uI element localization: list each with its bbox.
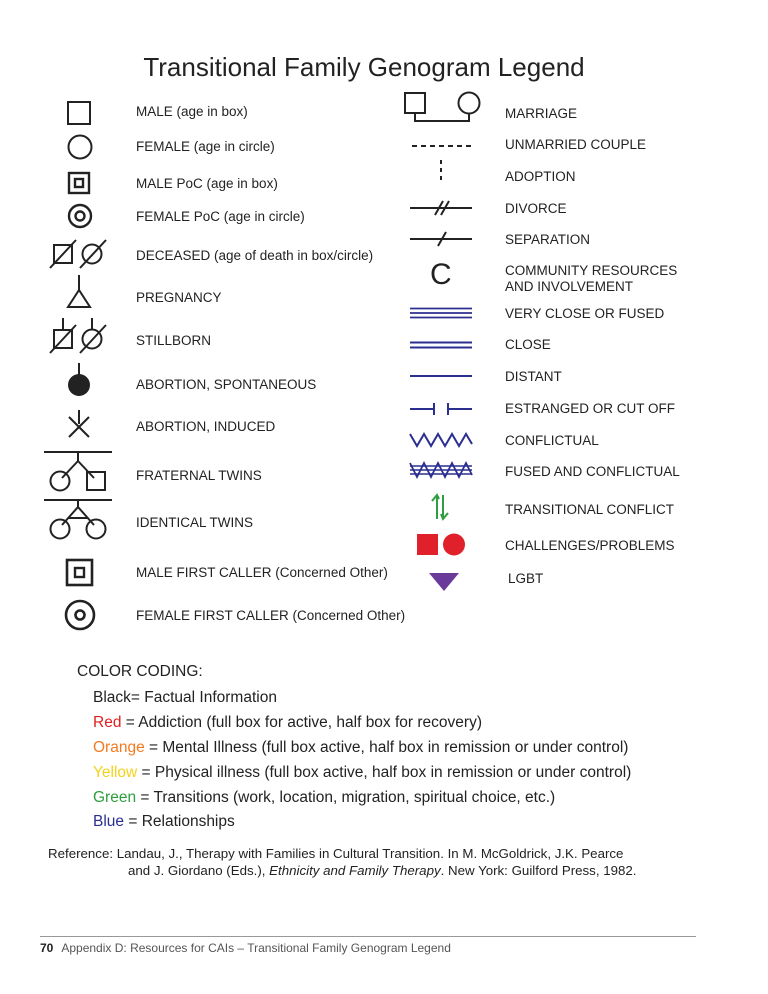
footer-text: Appendix D: Resources for CAIs – Transitional Family Genogram Legend	[61, 941, 451, 955]
transitional-conflict-icon	[428, 492, 454, 522]
color-word-green: Green	[93, 789, 137, 806]
color-word-blue: Blue	[93, 813, 125, 830]
color-word-red: Red	[93, 714, 122, 731]
color-coding-item	[93, 714, 482, 732]
unmarried-couple-icon	[410, 142, 474, 150]
stillborn-icon	[48, 316, 112, 356]
identical-twins-icon	[42, 497, 114, 541]
color-coding-text: = Transitions (work, location, migration, spiritual choice, etc.)	[136, 789, 556, 806]
female-poc-icon	[65, 202, 95, 232]
fraternal-twins-icon	[42, 449, 114, 493]
color-coding-text: = Addiction (full box for active, half box for recovery)	[121, 714, 482, 731]
legend-label: DISTANT	[505, 369, 562, 384]
color-coding-text: = Relationships	[124, 813, 235, 830]
community-resources-icon: C	[430, 258, 452, 291]
color-coding-item	[93, 789, 555, 807]
legend-label: CONFLICTUAL	[505, 433, 599, 448]
legend-label: PREGNANCY	[136, 290, 222, 305]
separation-icon	[408, 230, 474, 248]
male-first-caller-icon	[64, 557, 96, 589]
legend-label: LGBT	[508, 571, 544, 586]
legend-label: MARRIAGE	[505, 106, 578, 121]
very-close-icon	[408, 306, 474, 320]
adoption-icon	[436, 159, 446, 185]
reference-line-2	[48, 862, 748, 879]
legend-label: COMMUNITY RESOURCES AND INVOLVEMENT	[505, 263, 678, 294]
color-word-orange: Orange	[93, 739, 145, 756]
color-coding-text: = Physical illness (full box active, half box in remission or under control)	[137, 764, 632, 781]
footer-divider	[40, 936, 696, 937]
legend-label: MALE FIRST CALLER (Concerned Other)	[136, 565, 388, 580]
legend-label: FEMALE (age in circle)	[136, 139, 275, 154]
color-coding-text: Black= Factual Information	[93, 689, 277, 706]
female-first-caller-icon	[63, 598, 97, 632]
reference-line-2-post: . New York: Guilford Press, 1982.	[440, 863, 637, 878]
legend-label: ADOPTION	[505, 169, 576, 184]
reference-book-title: Ethnicity and Family Therapy	[269, 863, 441, 878]
legend-label: CHALLENGES/PROBLEMS	[505, 538, 675, 553]
legend-label: UNMARRIED COUPLE	[505, 137, 647, 152]
reference-line-1: Reference: Landau, J., Therapy with Families in Cultural Transition. In M. McGoldrick, J.K. Pearce	[48, 846, 624, 861]
spontaneous-abortion-icon	[65, 361, 95, 399]
legend-label: ABORTION, INDUCED	[136, 419, 276, 434]
legend-label: MALE (age in box)	[136, 104, 248, 119]
legend-label: DECEASED (age of death in box/circle)	[136, 248, 374, 263]
divorce-icon	[408, 199, 474, 217]
legend-label: FUSED AND CONFLICTUAL	[505, 464, 680, 479]
legend-label: FEMALE PoC (age in circle)	[136, 209, 305, 224]
color-coding-item	[93, 689, 277, 707]
page-title: Transitional Family Genogram Legend	[143, 52, 585, 82]
legend-label: TRANSITIONAL CONFLICT	[505, 502, 675, 517]
female-circle-icon	[65, 133, 95, 163]
reference-line-2-pre: and J. Giordano (Eds.),	[128, 863, 270, 878]
fused-conflictual-icon	[408, 460, 474, 480]
color-word-yellow: Yellow	[93, 764, 138, 781]
color-coding-text: = Mental Illness (full box active, half box in remission or under control)	[144, 739, 629, 756]
legend-label: VERY CLOSE OR FUSED	[505, 306, 665, 321]
page-number: 70	[40, 941, 54, 955]
challenges-icon	[415, 532, 469, 558]
color-coding-heading: COLOR CODING:	[77, 663, 203, 680]
legend-label: ESTRANGED OR CUT OFF	[505, 401, 676, 416]
distant-icon	[408, 372, 474, 380]
legend-label: CLOSE	[505, 337, 551, 352]
legend-label: STILLBORN	[136, 333, 212, 348]
pregnancy-icon	[62, 273, 96, 311]
legend-label: SEPARATION	[505, 232, 591, 247]
legend-label: FRATERNAL TWINS	[136, 468, 262, 483]
conflictual-icon	[408, 430, 474, 450]
legend-label: IDENTICAL TWINS	[136, 515, 254, 530]
male-box-icon	[65, 99, 95, 129]
induced-abortion-icon	[65, 408, 95, 440]
estranged-icon	[408, 401, 474, 417]
color-coding-item	[93, 813, 235, 831]
legend-label: DIVORCE	[505, 201, 567, 216]
color-coding-item	[93, 764, 631, 782]
legend-label: FEMALE FIRST CALLER (Concerned Other)	[136, 608, 406, 623]
legend-label: MALE PoC (age in box)	[136, 176, 278, 191]
page-footer	[40, 941, 451, 955]
reference	[48, 845, 748, 879]
close-icon	[408, 340, 474, 350]
legend-label: ABORTION, SPONTANEOUS	[136, 377, 317, 392]
marriage-icon	[402, 90, 484, 124]
lgbt-triangle-icon	[427, 571, 461, 593]
deceased-icon	[48, 237, 110, 271]
color-coding-item	[93, 739, 628, 757]
male-poc-icon	[65, 169, 95, 199]
